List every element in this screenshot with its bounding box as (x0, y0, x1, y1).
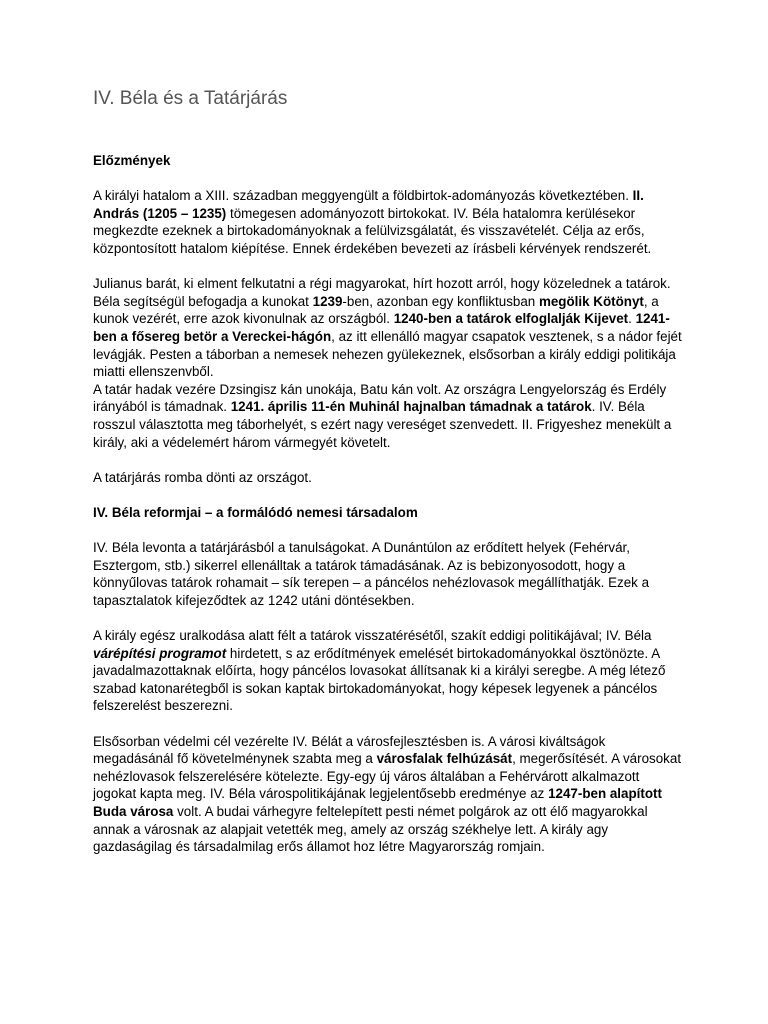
text-run-bold: 1240-ben a tatárok elfoglalják Kijevet (393, 311, 629, 327)
text-run: . (628, 311, 636, 327)
section-heading: IV. Béla reformjai – a formálódó nemesi társadalom (93, 504, 418, 520)
section-elozmenyek (93, 152, 683, 486)
paragraph (93, 733, 683, 856)
text-run-bold-italic: várépítési programot (93, 645, 227, 661)
text-run-bold: II. András (1205 – 1235) (93, 188, 644, 221)
paragraph (93, 275, 683, 381)
paragraph (93, 469, 683, 487)
paragraph (93, 627, 683, 715)
paragraph (93, 381, 683, 451)
text-run: volt. A budai várhegyre feltelepített pesti német polgárok az ott élő magyarokkal annak a városnak az alapjait vetették meg, amely az ország székhelye lett. A király agy gazdaságilag és társadalmilag erős államot hoz létre Magyarország romjain. (93, 803, 648, 855)
document-page (93, 86, 683, 873)
text-run-bold: 1239 (312, 293, 343, 309)
document-title: IV. Béla és a Tatárjárás (93, 88, 288, 109)
text-run: , megerősítését. A városokat nehézlovasok felszerelésére kötelezte. Egy-egy új város általában a Fehérvárott alkalmazott jogokat kapta meg. IV. Béla várospolitikájának legjelentősebb eredménye az (93, 751, 682, 802)
text-run: A tatárjárás romba dönti az országot. (93, 469, 312, 485)
text-run-bold: 1241-ben a fősereg betör a Vereckei-hágón (93, 311, 670, 344)
text-run: hirdetett, s az erődítmények emelését birtokadományokkal ösztönözte. A javadalmazottaknak előírta, hogy páncélos lovasokat állítsanak ki a királyi seregbe. A még létező szabad katonarétegből is sokan kaptak birtokadományokat, hogy képesek legyenek a páncélos felszerelést beszerezni. (93, 645, 666, 714)
section-heading: Előzmények (93, 153, 171, 168)
text-run: Elsősorban védelmi cél vezérelte IV. Bélát a városfejlesztésben is. A városi kiváltságok megadásánál fő követelménynek szabta meg a (93, 733, 606, 767)
text-run: A királyi hatalom a XIII. században meggyengült a földbirtok-adományozás következtében. (93, 188, 633, 204)
section-reformok (93, 504, 683, 856)
text-run: A tatár hadak vezére Dzsingisz kán unokája, Batu kán volt. Az országra Lengyelország és Erdély irányából is támadnak. (93, 381, 667, 415)
text-run-bold: 1247-ben alapított Buda városa (93, 786, 662, 819)
text-run: Julianus barát, ki elment felkutatni a régi magyarokat, hírt hozott arról, hogy közelednek a tatárok. Béla segítségül befogadja a kunokat (93, 276, 671, 309)
text-run: , az itt ellenálló magyar csapatok vesztenek, s a nádor fejét levágják. Pesten a táborban a nemesek nehezen gyülekeznek, elsősorban a király eddigi politikája miatti ellenszenvből. (93, 328, 682, 380)
paragraph (93, 187, 683, 257)
text-run: . IV. Béla rosszul választotta meg táborhelyét, s ezért nagy vereséget szenvedett. II. Frigyeshez menekült a király, aki a védelemért három vármegyét követelt. (93, 399, 672, 450)
text-run: A király egész uralkodása alatt félt a tatárok visszatérésétől, szakít eddigi politikájával; IV. Béla (93, 628, 652, 644)
text-run-bold: megölik Kötönyt (538, 293, 644, 309)
paragraph (93, 539, 683, 609)
text-run: IV. Béla levonta a tatárjárásból a tanulságokat. A Dunántúlon az erődített helyek (Fehérvár, Esztergom, stb.) sikerrel ellenálltak a tatárok támadásának. Az is bebizonyosodott, hogy a könnyűlovas tatárok rohamait – sík terepen – a páncélos nehézlovasok megállíthatják. Ezek a tapasztalatok kifejeződtek az 1242 utáni döntésekben. (93, 540, 650, 608)
text-run-bold: városfalak felhúzását (376, 751, 513, 767)
text-run-bold: 1241. április 11-én Muhinál hajnalban támadnak a tatárok (230, 399, 592, 415)
text-run: -ben, azonban egy konfliktusban (342, 293, 539, 309)
text-run: tömegesen adományozott birtokokat. IV. Béla hatalomra kerülésekor megkezdte ezeknek a birtokadományoknak a felülvizsgálatát, és visszavételét. Célja az erős, központosított hatalom kiépítése. Ennek érdekében bevezeti az írásbeli kérvények rendszerét. (93, 205, 652, 256)
text-run: , a kunok vezérét, erre azok kivonulnak az országból. (93, 293, 659, 327)
